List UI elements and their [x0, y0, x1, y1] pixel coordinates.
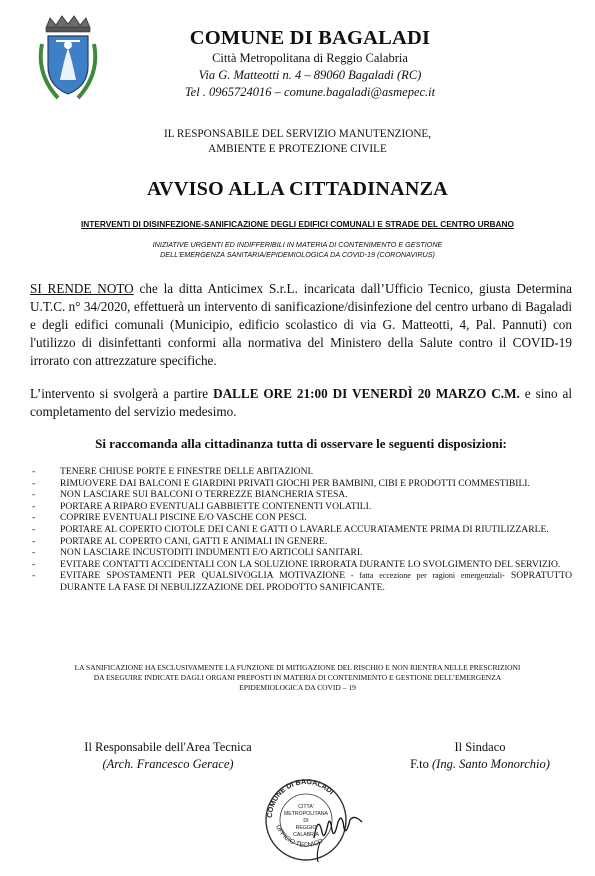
list-item: - EVITARE SPOSTAMENTI PER QUALSIVOGLIA MOTIVAZIONE - fatta eccezione per ragioni emergenziali- SOPRATUTTO DURANTE LA FASE DI NEBULIZZAZIONE DEL PRODOTTO SANIFICANTE. [32, 570, 572, 593]
signature-name: F.to (Ing. Santo Monorchio) [410, 757, 550, 771]
rule-text-exception: - fatta eccezione per ragioni emergenziali- [345, 571, 505, 581]
schedule-after: e sino al completamento del servizio medesimo. [30, 386, 572, 419]
disclaimer-line-1: LA SANIFICAZIONE HA ESCLUSIVAMENTE LA FUNZIONE DI MITIGAZIONE DEL RISCHIO E NON RIENTRA NELLE PRESCRIZIONI [74, 663, 521, 672]
office-line-2: AMBIENTE E PROTEZIONE CIVILE [208, 143, 387, 155]
rule-text: PORTARE AL COPERTO CANI, GATTI E ANIMALI IN GENERE. [60, 535, 328, 547]
initiatives-line-1: INIZIATIVE URGENTI ED INDIFFERIBILI IN MATERIA DI CONTENIMENTO E GESTIONE [152, 240, 443, 249]
recommendation-heading: Si raccomanda alla cittadinanza tutta di osservare le seguenti disposizioni: [95, 436, 507, 451]
rule-text: EVITARE CONTATTI ACCIDENTALI CON LA SOLUZIONE IRRORATA DURANTE LO SVOLGIMENTO DEL SERVIZIO. [60, 558, 561, 570]
rule-text: NON LASCIARE SUI BALCONI O TERREZZE BIANCHERIA STESA. [60, 489, 348, 501]
stamp-center-line: CITTA' [298, 804, 314, 810]
list-item: - EVITARE CONTATTI ACCIDENTALI CON LA SOLUZIONE IRRORATA DURANTE LO SVOLGIMENTO DEL SERVIZIO. [32, 558, 561, 570]
list-item: - NON LASCIARE SUI BALCONI O TERREZZE BIANCHERIA STESA. [32, 489, 348, 501]
office-heading [60, 127, 535, 157]
list-item: - NON LASCIARE INCUSTODITI INDUMENTI E/O ARTICOLI SANITARI. [32, 547, 363, 559]
office-line-1: IL RESPONSABILE DEL SERVIZIO MANUTENZIONE, [163, 128, 432, 140]
list-item: - PORTARE A RIPARO EVENTUALI GABBIETTE CONTENENTI VOLATILI. [32, 500, 372, 512]
notice-title: AVVISO ALLA CITTADINANZA [147, 178, 448, 200]
stamp-center-line: CALABRIA [293, 832, 319, 838]
schedule-datetime: DALLE ORE 21:00 DI VENERDÌ 20 MARZO C.M. [213, 386, 520, 401]
rule-text: COPRIRE EVENTUALI PISCINE E/O VASCHE CON PESCI. [60, 512, 307, 524]
rule-text-end: SOPRATUTTO DURANTE LA FASE DI NEBULIZZAZIONE DEL PRODOTTO SANIFICANTE. [60, 570, 572, 593]
stamp-center-line: REGGIO [295, 825, 317, 831]
disclaimer-line-3: EPIDEMIOLOGICA DA COVID – 19 [239, 683, 356, 693]
announcement-text: che la ditta Anticimex S.r.L. incaricata dall’Ufficio Tecnico, giusta Determina U.T.C. n° 34/2020, effettuerà un intervento di sanificazione/disinfezione del centro urbano di Bagaladi e degli edifici comunali (Municipio, edificio scolastico di via G. Matteotti, 4, Pal. Pannuti) con l'utilizzo di disinfettanti conformi alla normativa del Ministero della Salute contro il COVID-19 irrorato con attrezzature specifiche. [30, 281, 572, 368]
list-item: - PORTARE AL COPERTO CIOTOLE DEI CANI E GATTI O LAVARLE ACCURATAMENTE PRIMA DI RIUTILIZZARLE. [32, 523, 549, 535]
letterhead [110, 26, 510, 101]
stamp-bottom-text: UFFICIO TECNICO [274, 823, 325, 849]
rule-text: PORTARE A RIPARO EVENTUALI GABBIETTE CONTENENTI VOLATILI. [60, 500, 372, 512]
signature-name: (Arch. Francesco Gerace) [102, 757, 234, 771]
rule-text: TENERE CHIUSE PORTE E FINESTRE DELLE ABITAZIONI. [60, 466, 314, 477]
rule-text: RIMUOVERE DAI BALCONI E GIARDINI PRIVATI GIOCHI PER BAMBINI, CIBI E PRODOTTI COMMESTIBILI. [60, 477, 530, 489]
address: Via G. Matteotti n. 4 – 89060 Bagaladi (RC) [198, 68, 422, 82]
metro-city: Città Metropolitana di Reggio Calabria [212, 51, 408, 65]
rule-text: PORTARE AL COPERTO CIOTOLE DEI CANI E GATTI O LAVARLE ACCURATAMENTE PRIMA DI RIUTILIZZARLE. [60, 523, 549, 535]
rules-list [30, 466, 572, 594]
notice-subtitle: INTERVENTI DI DISINFEZIONE-SANIFICAZIONE DEGLI EDIFICI COMUNALI E STRADE DEL CENTRO URBANO [81, 219, 514, 229]
contact-line: Tel . 0965724016 – comune.bagaladi@asmepec.it [184, 85, 436, 99]
disclaimer-line-2: DA ESEGUIRE INDICATE DAGLI ORGANI PREPOSTI IN MATERIA DI CONTENIMENTO E GESTIONE DELL’EMERGENZA [93, 673, 502, 683]
signature-scribble [314, 817, 362, 838]
stamp-center-line: METROPOLITANA [283, 811, 329, 817]
rule-text: NON LASCIARE INCUSTODITI INDUMENTI E/O ARTICOLI SANITARI. [60, 547, 363, 559]
signature-mayor [380, 739, 580, 773]
signature-role: Il Responsabile dell'Area Tecnica [84, 740, 252, 754]
stamp-ring-text: COMUNE DI BAGALADI [264, 776, 336, 819]
list-item: - RIMUOVERE DAI BALCONI E GIARDINI PRIVATI GIOCHI PER BAMBINI, CIBI E PRODOTTI COMMESTIBILI. [32, 477, 530, 489]
initiatives-line-2: DELL'EMERGENZA SANITARIA/EPIDEMIOLOGICA DA COVID-19 (CORONAVIRUS) [160, 249, 435, 259]
list-item: - COPRIRE EVENTUALI PISCINE E/O VASCHE CON PESCI. [32, 512, 307, 524]
announcement-lead: SI RENDE NOTO [30, 281, 134, 296]
official-stamp [258, 770, 368, 865]
paragraph-schedule [30, 385, 572, 421]
schedule-before: L’intervento si svolgerà a partire [30, 386, 214, 401]
municipality-name: COMUNE DI BAGALADI [189, 27, 431, 49]
list-item: - TENERE CHIUSE PORTE E FINESTRE DELLE ABITAZIONI. [32, 466, 314, 477]
stamp-center-line: DI [303, 818, 309, 824]
signature-technical-manager [58, 739, 278, 773]
municipal-crest-icon [34, 14, 102, 102]
rule-text-main: EVITARE SPOSTAMENTI PER QUALSIVOGLIA MOTIVAZIONE [60, 570, 346, 582]
paragraph-announcement [30, 280, 572, 370]
initiatives-note [90, 240, 505, 259]
signature-role: Il Sindaco [454, 740, 506, 754]
list-item: - PORTARE AL COPERTO CANI, GATTI E ANIMALI IN GENERE. [32, 535, 328, 547]
disclaimer [15, 663, 580, 694]
